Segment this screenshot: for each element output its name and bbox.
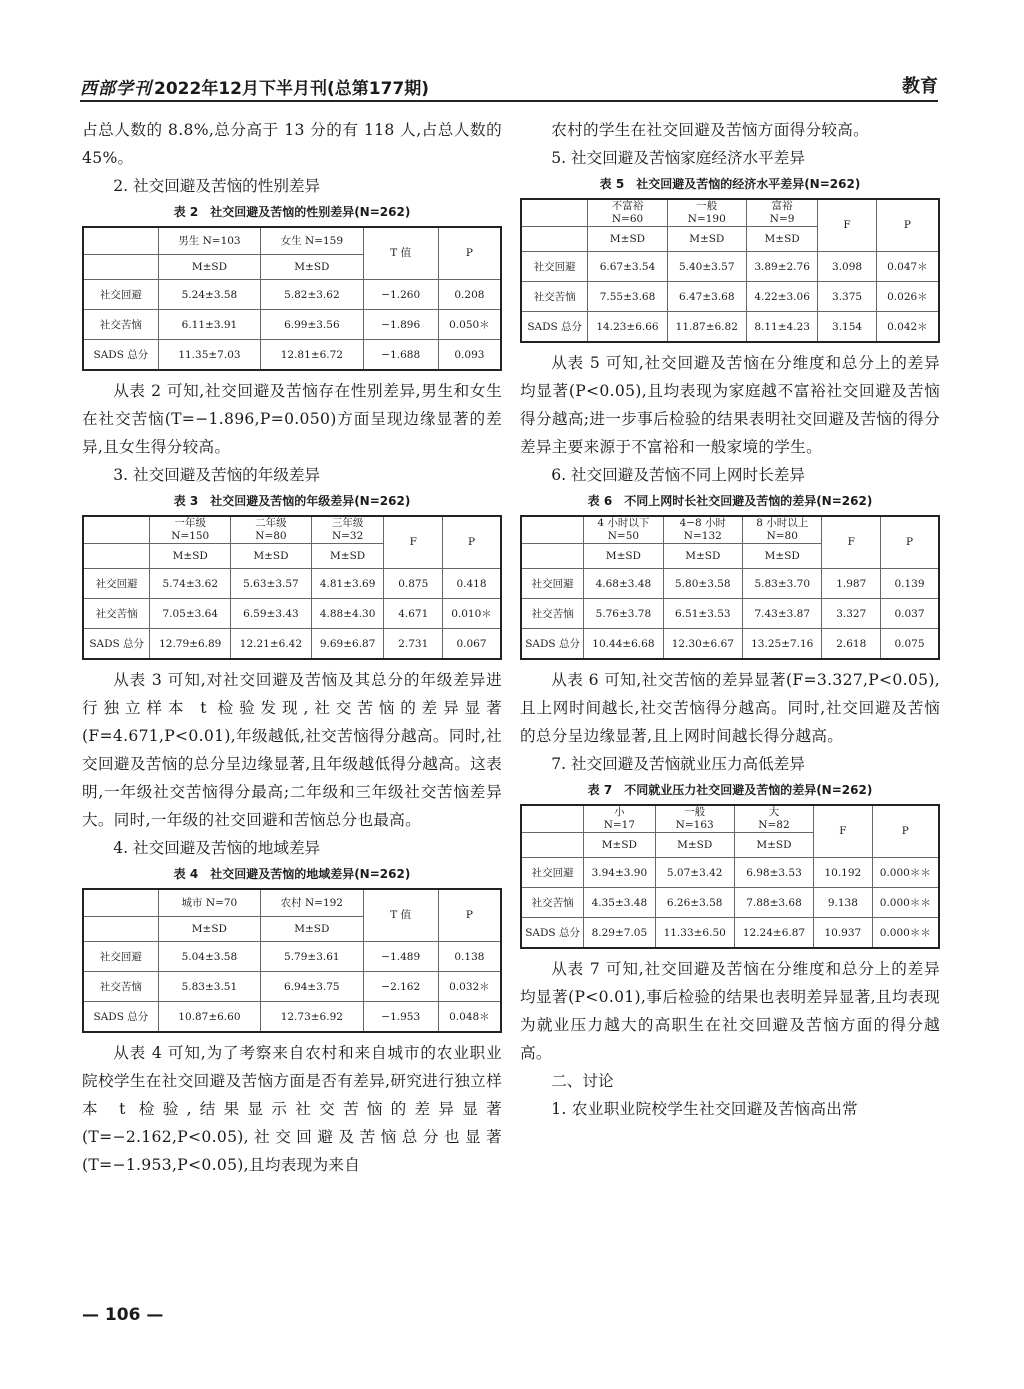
table-header-msd: M±SD (158, 255, 260, 280)
table-cell: 社交苦恼 (521, 282, 588, 312)
table-row (521, 569, 939, 599)
table-cell: 社交回避 (521, 569, 584, 599)
table-cell: 12.79±6.89 (150, 629, 231, 660)
paragraph-table-6: 从表 6 可知,社交苦恼的差异显著(F=3.327,P<0.05),且上网时间越长,社交苦恼得分越高。同时,社交回避及苦恼的总分呈边缘显著,且上网时间越长得分越高。 (520, 671, 940, 745)
table-row (521, 312, 939, 343)
table-cell: 4.671 (384, 599, 443, 629)
table-header-group: 女生 N=159 (261, 227, 363, 255)
table-header-p: P (438, 889, 501, 942)
table-cell: 3.94±3.90 (584, 858, 655, 888)
table-cell: 0.067 (442, 629, 501, 660)
table-row (83, 629, 501, 660)
table-cell: 0.037 (880, 599, 939, 629)
table-cell: 社交回避 (521, 858, 584, 888)
table-header-group: 小 N=17 (584, 805, 655, 833)
table-header-group: 4−8 小时 N=132 (663, 516, 742, 544)
table-cell: 0.138 (438, 942, 501, 972)
header-rule (80, 100, 938, 102)
table-cell: 0.000＊＊ (872, 888, 939, 918)
table-header-group: 8 小时以上 N=80 (743, 516, 822, 544)
table-cell: 0.139 (880, 569, 939, 599)
table-header-msd: M±SD (158, 917, 260, 942)
table-3-caption: 表 3 社交回避及苦恼的年级差异(N=262) (173, 494, 411, 508)
table-cell: 0.026＊ (876, 282, 939, 312)
table-cell: 5.80±3.58 (663, 569, 742, 599)
table-row (521, 282, 939, 312)
table-cell: SADS 总分 (521, 918, 584, 949)
table-header-stat: F (822, 516, 881, 569)
table-cell: 6.26±3.58 (655, 888, 734, 918)
table-cell: 社交苦恼 (521, 599, 584, 629)
table-cell: 社交回避 (83, 942, 158, 972)
table-7-caption: 表 7 不同就业压力社交回避及苦恼的差异(N=262) (587, 783, 873, 797)
table-cell: 0.032＊ (438, 972, 501, 1002)
table-header-group: 大 N=82 (734, 805, 813, 833)
table-cell: 0.075 (880, 629, 939, 660)
table-header-blank (83, 255, 158, 280)
table-cell: −2.162 (363, 972, 438, 1002)
table-cell: 12.73±6.92 (261, 1002, 364, 1033)
table-cell: 12.21±6.42 (231, 629, 312, 660)
table-cell: 9.69±6.87 (311, 629, 384, 660)
table-cell: 12.30±6.67 (663, 629, 742, 660)
table-header-stat: T 值 (363, 889, 438, 942)
table-cell: 4.35±3.48 (584, 888, 655, 918)
table-cell: 6.51±3.53 (663, 599, 742, 629)
table-header-group: 一年级 N=150 (150, 516, 231, 544)
table-cell: 5.83±3.70 (743, 569, 822, 599)
table-cell: 3.098 (818, 252, 877, 282)
table-row (521, 918, 939, 949)
table-cell: 6.94±3.75 (261, 972, 364, 1002)
table-header-p: P (880, 516, 939, 569)
table-cell: 0.418 (442, 569, 501, 599)
section-heading-4: 4. 社交回避及苦恼的地域差异 (113, 839, 321, 857)
table-cell: 3.154 (818, 312, 877, 343)
table-header-p: P (442, 516, 501, 569)
section-heading-7: 7. 社交回避及苦恼就业压力高低差异 (551, 755, 805, 773)
table-cell: 4.81±3.69 (311, 569, 384, 599)
table-cell: 0.208 (438, 280, 501, 310)
table-4-caption: 表 4 社交回避及苦恼的地域差异(N=262) (173, 867, 411, 881)
table-header-msd: M±SD (311, 544, 384, 569)
table-row (521, 252, 939, 282)
table-row (83, 1002, 501, 1033)
table-header-msd: M±SD (746, 227, 817, 252)
left-column (82, 116, 502, 1179)
table-header-blank (83, 227, 158, 255)
table-5 (520, 198, 940, 343)
table-cell: 5.83±3.51 (158, 972, 260, 1002)
table-cell: 4.88±4.30 (311, 599, 384, 629)
table-header-group: 三年级 N=32 (311, 516, 384, 544)
table-cell: 5.07±3.42 (655, 858, 734, 888)
table-2 (82, 226, 502, 371)
table-header-msd: M±SD (584, 544, 663, 569)
table-cell: 5.82±3.62 (261, 280, 363, 310)
table-header-stat: F (384, 516, 443, 569)
right-column (520, 116, 940, 1123)
paragraph-table-4: 从表 4 可知,为了考察来自农村和来自城市的农业职业院校学生在社交回避及苦恼方面是否有差异,研究进行独立样本 t 检验,结果显示社交苦恼的差异显著(T=−2.162,P<0.05),社交回避及苦恼总分也显著(T=−1.953,P<0.05),且均表现为来自 (82, 1044, 502, 1174)
table-cell: 4.22±3.06 (746, 282, 817, 312)
table-cell: 7.55±3.68 (588, 282, 667, 312)
table-header-group: 农村 N=192 (261, 889, 364, 917)
table-header-msd: M±SD (655, 833, 734, 858)
table-header-group: 二年级 N=80 (231, 516, 312, 544)
table-row (83, 569, 501, 599)
table-header-stat: F (814, 805, 873, 858)
table-header-stat: T 值 (363, 227, 438, 280)
table-cell: 5.40±3.57 (667, 252, 746, 282)
table-row (521, 629, 939, 660)
table-cell: 社交回避 (83, 280, 158, 310)
table-row (83, 340, 501, 371)
table-cell: 5.04±3.58 (158, 942, 260, 972)
table-cell: 6.98±3.53 (734, 858, 813, 888)
table-header-p: P (438, 227, 501, 280)
table-cell: 社交回避 (83, 569, 150, 599)
table-cell: 5.63±3.57 (231, 569, 312, 599)
table-cell: 6.99±3.56 (261, 310, 363, 340)
table-cell: 7.88±3.68 (734, 888, 813, 918)
section-heading-5: 5. 社交回避及苦恼家庭经济水平差异 (551, 149, 805, 167)
table-cell: 社交苦恼 (83, 310, 158, 340)
table-cell: 6.59±3.43 (231, 599, 312, 629)
table-header-p: P (872, 805, 939, 858)
table-row (83, 972, 501, 1002)
table-row (83, 599, 501, 629)
table-cell: 社交苦恼 (83, 972, 158, 1002)
paragraph-table-3: 从表 3 可知,对社交回避及苦恼及其总分的年级差异进行独立样本 t 检验发现,社交苦恼的差异显著(F=4.671,P<0.01),年级越低,社交苦恼得分越高。同时,社交回避及苦恼的总分呈边缘显著,且年级越低得分越高。这表明,一年级社交苦恼得分最高;二年级和三年级社交苦恼差异大。同时,一年级的社交回避和苦恼总分也最高。 (82, 671, 502, 829)
table-row (521, 888, 939, 918)
table-cell: −1.896 (363, 310, 438, 340)
section-heading-3: 3. 社交回避及苦恼的年级差异 (113, 466, 321, 484)
table-header-blank (521, 805, 584, 833)
section-heading-2: 2. 社交回避及苦恼的性别差异 (113, 177, 321, 195)
table-cell: 12.81±6.72 (261, 340, 363, 371)
table-cell: 11.87±6.82 (667, 312, 746, 343)
table-header-group: 男生 N=103 (158, 227, 260, 255)
paragraph-discussion: 1. 农业职业院校学生社交回避及苦恼高出常 (551, 1100, 859, 1118)
table-cell: 6.47±3.68 (667, 282, 746, 312)
table-6-caption: 表 6 不同上网时长社交回避及苦恼的差异(N=262) (587, 494, 873, 508)
table-header-group: 不富裕 N=60 (588, 199, 667, 227)
page-number: — 106 — (82, 1305, 164, 1325)
discussion-heading: 二、讨论 (551, 1072, 614, 1090)
table-cell: 5.24±3.58 (158, 280, 260, 310)
table-row (521, 599, 939, 629)
table-header-blank (521, 516, 584, 544)
table-cell: 12.24±6.87 (734, 918, 813, 949)
table-cell: 0.042＊ (876, 312, 939, 343)
section-heading-6: 6. 社交回避及苦恼不同上网时长差异 (551, 466, 805, 484)
table-cell: 13.25±7.16 (743, 629, 822, 660)
table-cell: 6.67±3.54 (588, 252, 667, 282)
table-header-blank (83, 889, 158, 917)
table-cell: SADS 总分 (521, 629, 584, 660)
table-cell: 5.74±3.62 (150, 569, 231, 599)
table-header-msd: M±SD (231, 544, 312, 569)
table-cell: SADS 总分 (83, 629, 150, 660)
table-cell: 10.87±6.60 (158, 1002, 260, 1033)
table-header-msd: M±SD (743, 544, 822, 569)
paragraph-continued: 农村的学生在社交回避及苦恼方面得分较高。 (551, 121, 870, 139)
table-header-msd: M±SD (261, 917, 364, 942)
issue-info: 2022年12月下半月刊(总第177期) (154, 79, 429, 99)
table-cell: 3.375 (818, 282, 877, 312)
table-header-blank (83, 544, 150, 569)
table-header-blank (521, 199, 588, 227)
table-cell: 1.987 (822, 569, 881, 599)
table-header-group: 城市 N=70 (158, 889, 260, 917)
table-cell: −1.688 (363, 340, 438, 371)
table-7 (520, 804, 940, 949)
table-cell: 9.138 (814, 888, 873, 918)
table-header-group: 一般 N=163 (655, 805, 734, 833)
table-cell: 6.11±3.91 (158, 310, 260, 340)
table-header-msd: M±SD (584, 833, 655, 858)
table-header-blank (83, 917, 158, 942)
table-2-caption: 表 2 社交回避及苦恼的性别差异(N=262) (173, 205, 411, 219)
table-cell: 社交回避 (521, 252, 588, 282)
table-cell: 5.79±3.61 (261, 942, 364, 972)
table-header-blank (521, 833, 584, 858)
table-cell: 0.093 (438, 340, 501, 371)
table-cell: 7.43±3.87 (743, 599, 822, 629)
table-cell: SADS 总分 (83, 1002, 158, 1033)
table-header-msd: M±SD (261, 255, 363, 280)
table-3 (82, 515, 502, 660)
table-header-blank (521, 544, 584, 569)
table-header-stat: F (818, 199, 877, 252)
table-header-msd: M±SD (663, 544, 742, 569)
table-cell: SADS 总分 (521, 312, 588, 343)
table-cell: 0.050＊ (438, 310, 501, 340)
table-header-msd: M±SD (588, 227, 667, 252)
table-header-blank (521, 227, 588, 252)
table-cell: 0.048＊ (438, 1002, 501, 1033)
table-cell: 0.000＊＊ (872, 918, 939, 949)
table-cell: 社交苦恼 (83, 599, 150, 629)
table-cell: 5.76±3.78 (584, 599, 663, 629)
table-cell: 4.68±3.48 (584, 569, 663, 599)
table-header-p: P (876, 199, 939, 252)
table-cell: −1.953 (363, 1002, 438, 1033)
table-4 (82, 888, 502, 1033)
table-cell: 3.89±2.76 (746, 252, 817, 282)
table-row (521, 858, 939, 888)
table-cell: SADS 总分 (83, 340, 158, 371)
table-cell: 10.44±6.68 (584, 629, 663, 660)
table-cell: 11.33±6.50 (655, 918, 734, 949)
table-row (83, 942, 501, 972)
table-cell: 2.618 (822, 629, 881, 660)
table-cell: 11.35±7.03 (158, 340, 260, 371)
table-cell: 0.000＊＊ (872, 858, 939, 888)
table-header-msd: M±SD (734, 833, 813, 858)
table-header-group: 4 小时以下 N=50 (584, 516, 663, 544)
table-5-caption: 表 5 社交回避及苦恼的经济水平差异(N=262) (599, 177, 861, 191)
table-cell: 3.327 (822, 599, 881, 629)
paragraph-table-5: 从表 5 可知,社交回避及苦恼在分维度和总分上的差异均显著(P<0.05),且均表现为家庭越不富裕社交回避及苦恼得分越高;进一步事后检验的结果表明社交回避及苦恼的得分差异主要来源于不富裕和一般家境的学生。 (520, 354, 940, 456)
table-cell: 0.875 (384, 569, 443, 599)
table-cell: −1.260 (363, 280, 438, 310)
table-cell: 8.29±7.05 (584, 918, 655, 949)
table-cell: 2.731 (384, 629, 443, 660)
journal-logo: 西部学刊 (80, 79, 152, 99)
table-cell: 7.05±3.64 (150, 599, 231, 629)
table-header-blank (83, 516, 150, 544)
table-header-msd: M±SD (667, 227, 746, 252)
section-label: 教育 (902, 76, 938, 97)
table-cell: 8.11±4.23 (746, 312, 817, 343)
paragraph-intro: 占总人数的 8.8%,总分高于 13 分的有 118 人,占总人数的 45%。 (82, 121, 502, 167)
table-cell: 0.010＊ (442, 599, 501, 629)
table-cell: −1.489 (363, 942, 438, 972)
table-cell: 社交苦恼 (521, 888, 584, 918)
paragraph-table-7: 从表 7 可知,社交回避及苦恼在分维度和总分上的差异均显著(P<0.01),事后检验的结果也表明差异显著,且均表现为就业压力越大的高职生在社交回避及苦恼方面的得分越高。 (520, 960, 940, 1062)
paragraph-table-2: 从表 2 可知,社交回避及苦恼存在性别差异,男生和女生在社交苦恼(T=−1.896,P=0.050)方面呈现边缘显著的差异,且女生得分较高。 (82, 382, 502, 456)
table-header-group: 一般 N=190 (667, 199, 746, 227)
table-cell: 10.937 (814, 918, 873, 949)
table-cell: 10.192 (814, 858, 873, 888)
table-row (83, 310, 501, 340)
table-cell: 14.23±6.66 (588, 312, 667, 343)
table-header-msd: M±SD (150, 544, 231, 569)
table-6 (520, 515, 940, 660)
running-header (80, 70, 938, 100)
table-row (83, 280, 501, 310)
table-cell: 0.047＊ (876, 252, 939, 282)
table-header-group: 富裕 N=9 (746, 199, 817, 227)
